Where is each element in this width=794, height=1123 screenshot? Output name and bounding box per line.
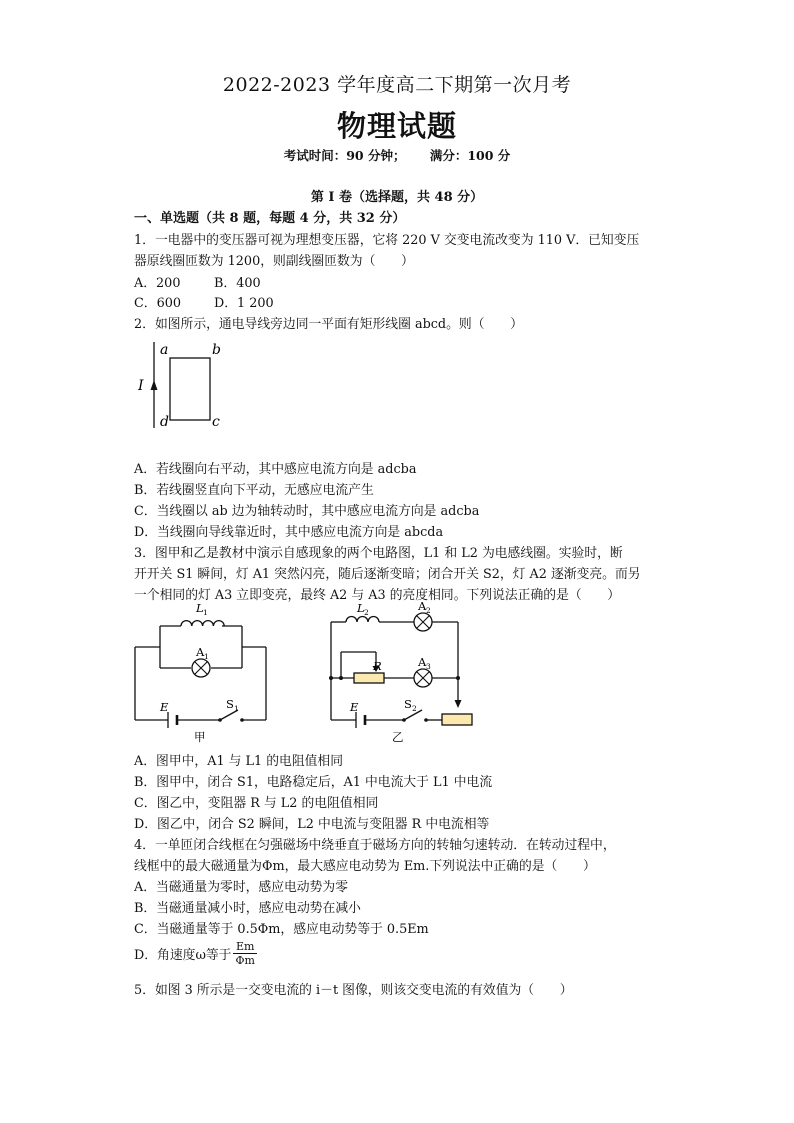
q4-option-a: A．当磁通量为零时，感应电动势为零 bbox=[134, 880, 348, 895]
q3-yi-caption: 乙 bbox=[392, 730, 404, 744]
q1-option-b: B．400 bbox=[214, 276, 261, 291]
q2-label-b: b bbox=[212, 342, 221, 358]
q2-figure bbox=[134, 336, 244, 436]
q3-jia-battery-icon bbox=[168, 712, 177, 728]
q3-jia-label-E: E bbox=[160, 700, 169, 714]
q3-option-a: A．图甲中，A1 与 L1 的电阻值相同 bbox=[134, 754, 344, 769]
q3-yi-label-A2-sub: 2 bbox=[426, 606, 431, 615]
q4-option-b: B．当磁通量减小时，感应电动势在减小 bbox=[134, 901, 361, 916]
q3-yi-switch-icon bbox=[402, 718, 406, 722]
q3-stem-line1: 3．图甲和乙是教材中演示自感现象的两个电路图，L1 和 L2 为电感线圈。实验时，断 bbox=[134, 546, 623, 561]
q3-yi-bottom-resistor-icon bbox=[442, 714, 472, 725]
q2-option-a: A．若线圈向右平动，其中感应电流方向是 adcba bbox=[134, 462, 417, 477]
q4-stem-line1: 4．一单匝闭合线框在匀强磁场中绕垂直于磁场方向的转轴匀速转动．在转动过程中， bbox=[134, 838, 616, 853]
q3-yi-rheostat-icon bbox=[354, 673, 384, 683]
q1-stem-line2: 器原线圈匝数为 1200，则副线圈匝数为（ ） bbox=[134, 254, 414, 269]
q2-stem: 2．如图所示，通电导线旁边同一平面有矩形线圈 abcd。则（ ） bbox=[134, 317, 523, 332]
q4-stem-line2: 线框中的最大磁通量为Φm，最大感应电动势为 Em.下列说法中正确的是（ ） bbox=[134, 859, 596, 874]
q4-option-d bbox=[134, 940, 257, 967]
q3-yi-label-S: S bbox=[404, 697, 412, 711]
q3-jia-switch-icon bbox=[218, 718, 222, 722]
q3-yi-label-E: E bbox=[350, 700, 359, 714]
q3-option-c: C．图乙中，变阻器 R 与 L2 的电阻值相同 bbox=[134, 796, 379, 811]
exam-title-subject: 物理试题 bbox=[336, 109, 457, 143]
q3-yi-label-S-sub: 2 bbox=[412, 704, 417, 713]
q5-stem: 5．如图 3 所示是一交变电流的 i－t 图像，则该交变电流的有效值为（ ） bbox=[134, 983, 573, 998]
q3-yi-label-A2: A bbox=[418, 600, 427, 613]
exam-score: 满分：100 分 bbox=[429, 148, 511, 163]
q3-jia-label-L: L bbox=[196, 601, 204, 615]
q3-yi-label-A3-sub: 3 bbox=[426, 662, 431, 671]
q1-option-a: A．200 bbox=[134, 276, 181, 291]
q3-circuit-jia bbox=[130, 600, 275, 745]
q1-stem-line1: 1．一电器中的变压器可视为理想变压器，它将 220 V 交变电流改变为 110 V．已知变压 bbox=[134, 233, 640, 248]
q4-option-c: C．当磁通量等于 0.5Φm，感应电动势等于 0.5Em bbox=[134, 922, 429, 937]
q3-stem-line2: 开开关 S1 瞬间，灯 A1 突然闪亮，随后逐渐变暗；闭合开关 S2，灯 A2 逐渐变亮。而另 bbox=[134, 567, 641, 582]
q4-option-d-fraction bbox=[233, 940, 256, 967]
q4-option-d-denominator: Φm bbox=[235, 954, 255, 967]
q4-option-d-numerator: Em bbox=[233, 940, 256, 954]
q3-yi-rail-arrow-icon bbox=[455, 700, 462, 708]
exam-meta bbox=[0, 146, 794, 164]
exam-time: 考试时间：90 分钟； bbox=[283, 148, 406, 163]
q3-jia-label-A-sub: 1 bbox=[204, 652, 209, 661]
q3-jia-label-S: S bbox=[226, 697, 234, 711]
exam-title-line1: 2022-2023 学年度高二下期第一次月考 bbox=[222, 74, 572, 96]
q2-label-I: I bbox=[138, 378, 144, 394]
q2-option-c: C．当线圈以 ab 边为轴转动时，其中感应电流方向是 adcba bbox=[134, 504, 480, 519]
q3-jia-label-A: A bbox=[196, 645, 205, 659]
q3-yi-label-R: R bbox=[373, 659, 382, 673]
part-title: 第 I 卷（选择题，共 48 分） bbox=[310, 190, 484, 205]
q3-yi-lamp-a2-icon bbox=[414, 613, 432, 631]
q1-option-c: C．600 bbox=[134, 296, 182, 311]
q2-label-a: a bbox=[160, 342, 169, 358]
q3-jia-label-S-sub: 1 bbox=[234, 704, 239, 713]
section-title: 一、单选题（共 8 题，每题 4 分，共 32 分） bbox=[134, 211, 406, 226]
q4-option-d-prefix: D．角速度ω等于 bbox=[134, 948, 232, 963]
q3-yi-label-L: L bbox=[357, 601, 365, 615]
q2-current-arrow-icon bbox=[151, 380, 158, 390]
q3-jia-label-L-sub: 1 bbox=[203, 608, 208, 617]
q3-yi-inductor-icon bbox=[346, 617, 379, 623]
q3-stem-line3: 一个相同的灯 A3 立即变亮，最终 A2 与 A3 的亮度相同。下列说法正确的是（ ） bbox=[134, 588, 621, 603]
q3-jia-inductor-icon bbox=[181, 621, 224, 626]
q2-label-c: c bbox=[212, 414, 220, 430]
q3-option-d: D．图乙中，闭合 S2 瞬间，L2 中电流与变阻器 R 中电流相等 bbox=[134, 817, 490, 832]
q2-option-b: B．若线圈竖直向下平动，无感应电流产生 bbox=[134, 483, 374, 498]
q3-yi-lamp-a3-icon bbox=[414, 669, 432, 687]
q1-option-d: D．1 200 bbox=[214, 296, 274, 311]
q3-circuit-yi bbox=[326, 600, 481, 745]
q3-jia-caption: 甲 bbox=[194, 730, 206, 744]
q3-yi-label-A3: A bbox=[418, 655, 427, 669]
q3-option-b: B．图甲中，闭合 S1，电路稳定后，A1 中电流大于 L1 中电流 bbox=[134, 775, 493, 790]
q2-coil-rect bbox=[170, 358, 210, 420]
q3-yi-label-L-sub: 2 bbox=[364, 608, 369, 617]
q3-jia-lamp-icon bbox=[192, 659, 210, 677]
q3-yi-battery-icon bbox=[356, 712, 365, 728]
q2-label-d: d bbox=[160, 414, 169, 430]
q2-option-d: D．当线圈向导线靠近时，其中感应电流方向是 abcda bbox=[134, 525, 444, 540]
